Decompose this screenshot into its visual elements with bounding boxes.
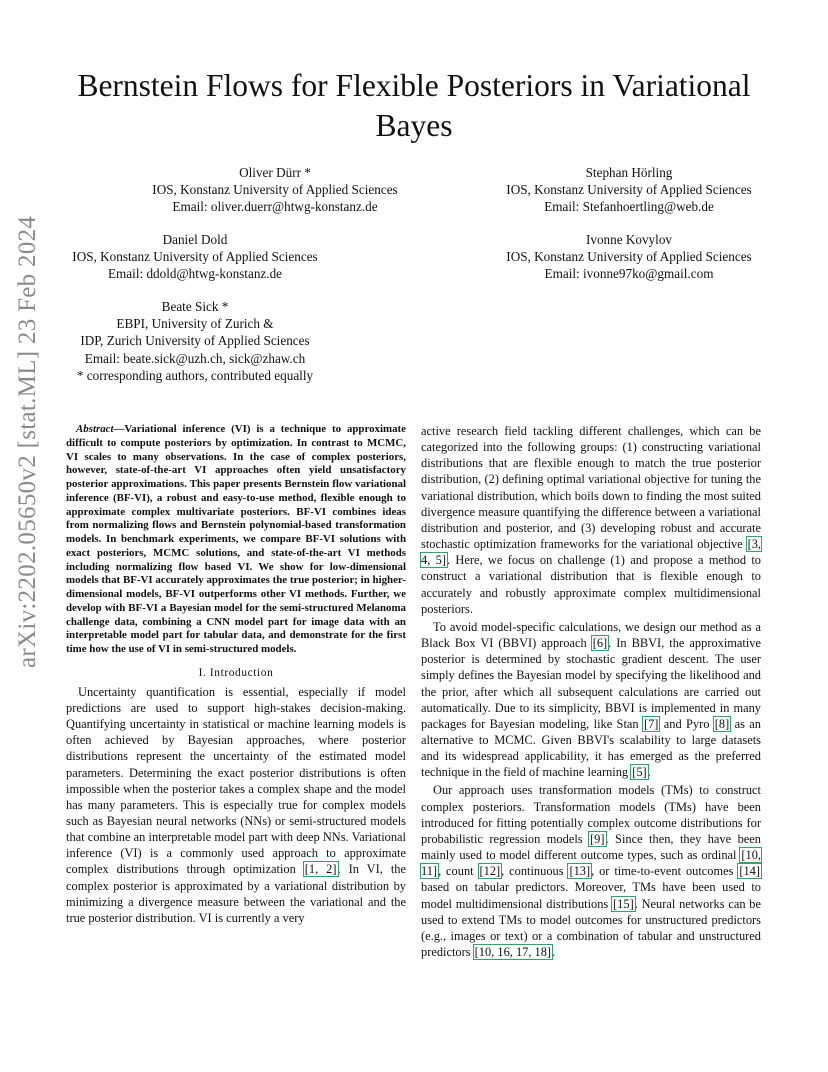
- author-name: Stephan Hörling: [585, 165, 673, 180]
- author-affiliation: IOS, Konstanz University of Applied Sciences: [72, 249, 318, 265]
- citation-link[interactable]: [3, 4, 5]: [421, 537, 761, 568]
- author-email: Email: oliver.duerr@htwg-konstanz.de: [172, 199, 378, 215]
- author-block-2: [454, 164, 804, 216]
- citation-link[interactable]: [6]: [592, 636, 608, 651]
- abstract-label: Abstract: [76, 423, 114, 435]
- author-name: Beate Sick *: [161, 299, 229, 314]
- citation-link[interactable]: [12]: [479, 864, 501, 879]
- author-email: Email: beate.sick@uzh.ch, sick@zhaw.ch: [84, 350, 306, 366]
- citation-link[interactable]: [1, 2]: [304, 862, 337, 877]
- right-column: [421, 423, 761, 960]
- body-paragraph-1: active research field tackling different challenges, which can be categorized into the following groups: (1) constructing variational distributions that are flexible enough to match the true posterior distribution, (2) defining optimal variational objective for tuning the variational distribution, which boils down to finding the most suited divergence measure quantifying the difference between a variational distribution and posterior, and (3) developing robust and accurate stochastic optimization frameworks for the variational objective [3, 4, 5]. Here, we focus on challenge (1) and propose a method to construct a variational distribution that is flexible enough to accurately and robustly approximate complex multidimensional posteriors.: [421, 424, 762, 616]
- citation-link[interactable]: [15]: [613, 896, 634, 911]
- author-block-1: [100, 164, 450, 216]
- author-email: Email: Stefanhoertling@web.de: [544, 199, 714, 215]
- citation-link[interactable]: [7]: [643, 716, 659, 731]
- author-affiliation: IOS, Konstanz University of Applied Sciences: [506, 249, 752, 265]
- citation-link[interactable]: [13]: [569, 864, 591, 879]
- left-column: [66, 423, 406, 926]
- author-affiliation-line1: EBPI, University of Zurich &: [116, 316, 274, 332]
- abstract-text: —Variational inference (VI) is a technique to approximate difficult to compute posteriors by optimization. In contrast to MCMC, VI scales to many observations. In the case of complex posteriors, however, state-of-the-art VI approaches often yield unsatisfactory posterior approximations. This paper presents Bernstein flow variational inference (BF-VI), a robust and easy-to-use method, flexible enough to approximate complex multivariate posteriors. BF-VI combines ideas from normalizing flows and Bernstein polynomial-based transformation models. In benchmark experiments, we compare BF-VI solutions with exact posteriors, MCMC solutions, and state-of-the-art VI methods including normalizing flow based VI. We show for low-dimensional models that BF-VI accurately approximates the true posterior; in higher-dimensional models, BF-VI outperforms other VI methods. Further, we develop with BF-VI a Bayesian model for the semi-structured Melanoma challenge data, combining a CNN model part for image data with an interpretable model part for tabular data, and demonstrate for the first time how the use of VI in semi-structured models.: [66, 423, 406, 655]
- paper-title: Bernstein Flows for Flexible Posteriors in Variational Bayes: [77, 68, 751, 143]
- author-name: Ivonne Kovylov: [585, 232, 673, 247]
- author-block-4: [454, 231, 804, 283]
- arxiv-identifier: arXiv:2202.05650v2 [stat.ML] 23 Feb 2024: [14, 215, 41, 668]
- citation-link[interactable]: [14]: [739, 864, 761, 879]
- body-paragraph-3: Our approach uses transformation models (TMs) to construct complex posteriors. Transformation models (TMs) have been introduced for fitting potentially complex outcome distributions for probabilistic regression models [9]. Since then, they have been mainly used to model different outcome types, such as ordinal [10, 11], count [12], continuous [13], or time-to-event outcomes [14] based on tabular predictors. Moreover, TMs have been used to model multidimensional distributions [15]. Neural networks can be used to extend TMs to model outcomes for unstructured predictors (e.g., images or text) or a combination of tabular and unstructured predictors [10, 16, 17, 18].: [421, 783, 762, 959]
- citation-link[interactable]: [5]: [632, 765, 647, 780]
- author-affiliation: IOS, Konstanz University of Applied Sciences: [506, 182, 752, 198]
- abstract: [66, 423, 406, 657]
- intro-paragraph: Uncertainty quantification is essential, especially if model predictions are used to support high-stakes decision-making. Quantifying uncertainty in statistical or machine learning models is often achieved by Bayesian approaches, where posterior distributions represent the uncertainty of the estimated model parameters. Determining the exact posterior distributions is often impossible when the posterior takes a complex shape and the model has many parameters. This is especially true for complex models such as Bayesian neural networks (NNs) or semi-structured models that combine an interpretable model part with deep NNs. Variational inference (VI) is a commonly used approach to approximate complex distributions through optimization [1, 2]. In VI, the complex posterior is approximated by a variational distribution by minimizing a divergence measure between the variational and the true posterior distribution. VI is currently a very: [66, 684, 406, 925]
- citation-link[interactable]: [10, 16, 17, 18]: [474, 945, 552, 959]
- author-block-5: [20, 298, 370, 384]
- corresponding-note: * corresponding authors, contributed equally: [76, 367, 314, 383]
- author-block-3: [20, 231, 370, 283]
- citation-link[interactable]: [9]: [590, 831, 605, 846]
- author-affiliation: IOS, Konstanz University of Applied Sciences: [152, 182, 398, 198]
- citation-link[interactable]: [10, 11]: [421, 848, 761, 879]
- author-email: Email: ddold@htwg-konstanz.de: [107, 266, 283, 282]
- author-email: Email: ivonne97ko@gmail.com: [544, 266, 714, 282]
- author-name: Oliver Dürr *: [239, 165, 311, 180]
- author-affiliation-line2: IDP, Zurich University of Applied Sciences: [80, 333, 310, 349]
- citation-link[interactable]: [8]: [714, 716, 730, 731]
- section-heading: I. Introduction: [198, 666, 274, 679]
- body-paragraph-2: To avoid model-specific calculations, we design our method as a Black Box VI (BBVI) approach [6]. In BBVI, the approximative posterior is determined by stochastic gradient descent. The user simply defines the Bayesian model by specifying the likelihood and the prior, after which all subsequent calculations are carried out automatically. Due to its simplicity, BBVI is implemented in many packages for Bayesian modeling, like Stan [7] and Pyro [8] as an alternative to MCMC. Given BBVI's scalability to large datasets and its widespread applicability, it has emerged as the preferred technique in the field of machine learning [5].: [421, 619, 761, 780]
- author-name: Daniel Dold: [162, 232, 228, 247]
